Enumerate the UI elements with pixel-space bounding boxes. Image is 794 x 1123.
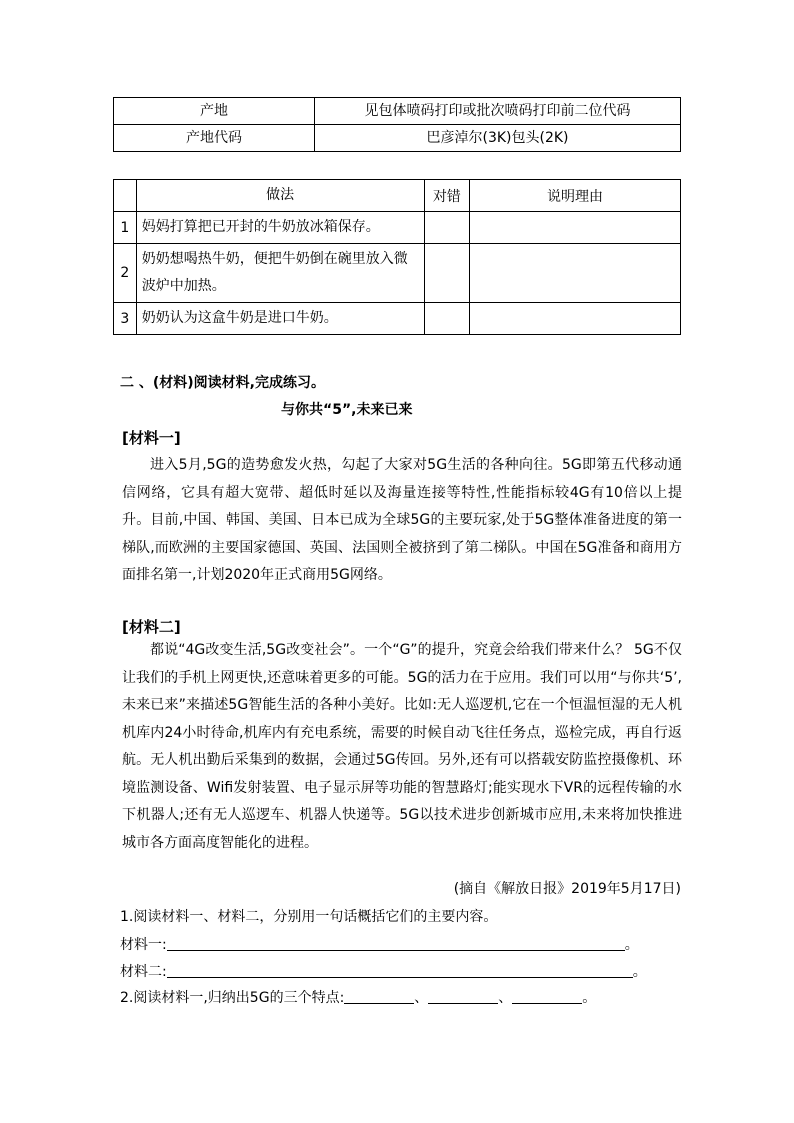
- row-num: 2: [114, 244, 137, 303]
- material-two-label: [材料二]: [122, 618, 181, 636]
- section-title: 二 、(材料)阅读材料,完成练习。: [120, 375, 325, 391]
- origin-code-label-cell: 产地代码: [114, 125, 315, 152]
- reason-cell[interactable]: [470, 244, 681, 303]
- row-num: 1: [114, 212, 137, 244]
- reason-cell[interactable]: [470, 303, 681, 335]
- header-num: [114, 180, 137, 212]
- header-right-wrong: 对错: [424, 180, 469, 212]
- reason-cell[interactable]: [470, 212, 681, 244]
- table-row: [114, 244, 681, 303]
- period-mark: 。: [582, 990, 597, 1006]
- separator: 、: [414, 990, 429, 1006]
- row-action: 妈妈打算把已开封的牛奶放冰箱保存。: [136, 212, 424, 244]
- origin-label-cell: 产地: [114, 98, 315, 125]
- question-one: 1.阅读材料一、材料二，分别用一句话概括它们的主要内容。: [120, 909, 498, 925]
- article-title: 与你共“5”,未来已来: [281, 402, 413, 418]
- material-one-text: [122, 452, 682, 590]
- source-citation: (摘自《解放日报》2019年5月17日): [453, 881, 681, 897]
- table-row: [114, 125, 681, 152]
- row-action: 奶奶想喝热牛奶，便把牛奶倒在碗里放入微波炉中加热。: [136, 244, 424, 303]
- judgement-table: [113, 179, 681, 335]
- header-action: 做法: [136, 180, 424, 212]
- table-row: [114, 303, 681, 335]
- answer-two-label: 材料二:: [120, 964, 167, 980]
- feature-blank-3[interactable]: [512, 987, 582, 1004]
- material-two-paragraph: 都说“4G改变生活,5G改变社会”。一个“G”的提升，究竟会给我们带来什么？ 5G不仅让我们的手机上网更快,还意味着更多的可能。5G的活力在于应用。我们可以用“与你共‘5’,未来已来”来描述5G智能生活的各种小美好。比如:无人巡逻机,它在一个恒温恒湿的无人机机库内24小时待命,机库内有充电系统，需要的时候自动飞往任务点，巡检完成，再自行返航。无人机出勤后采集到的数据，会通过5G传回。另外,还有可以搭载安防监控摄像机、环境监测设备、Wifi发射装置、电子显示屏等功能的智慧路灯;能实现水下VR的远程传输的水下机器人;还有无人巡逻车、机器人快递等。5G以技术进步创新城市应用,未来将加快推进城市各方面高度智能化的进程。: [122, 642, 682, 851]
- right-wrong-cell[interactable]: [424, 212, 469, 244]
- answer-one-label: 材料一:: [120, 937, 167, 953]
- header-reason: 说明理由: [470, 180, 681, 212]
- answer-two-blank[interactable]: [167, 961, 633, 978]
- period-mark: 。: [624, 937, 639, 953]
- answer-one-line: [120, 932, 639, 958]
- question-two: [120, 985, 596, 1011]
- feature-blank-2[interactable]: [428, 987, 498, 1004]
- material-one-paragraph: 进入5月,5G的造势愈发火热，勾起了大家对5G生活的各种向往。5G即第五代移动通信网络，它具有超大宽带、超低时延以及海量连接等特性,性能指标较4G有10倍以上提升。目前,中国、韩国、美国、日本已成为全球5G的主要玩家,处于5G整体准备进度的第一梯队,而欧洲的主要国家德国、英国、法国则全被挤到了第二梯队。中国在5G准备和商用方面排名第一,计划2020年正式商用5G网络。: [122, 457, 682, 583]
- table-row: [114, 98, 681, 125]
- material-one-label: [材料一]: [122, 429, 181, 447]
- material-two-text: [122, 637, 682, 857]
- answer-two-line: [120, 959, 647, 985]
- separator: 、: [498, 990, 513, 1006]
- question-two-text: 2.阅读材料一,归纳出5G的三个特点:: [120, 990, 345, 1006]
- right-wrong-cell[interactable]: [424, 303, 469, 335]
- right-wrong-cell[interactable]: [424, 244, 469, 303]
- answer-one-blank[interactable]: [167, 934, 625, 951]
- row-action: 奶奶认为这盒牛奶是进口牛奶。: [136, 303, 424, 335]
- row-num: 3: [114, 303, 137, 335]
- period-mark: 。: [632, 964, 647, 980]
- origin-value-cell: 见包体喷码打印或批次喷码打印前二位代码: [315, 98, 681, 125]
- origin-code-value-cell: 巴彦淖尔(3K)包头(2K): [315, 125, 681, 152]
- feature-blank-1[interactable]: [344, 987, 414, 1004]
- table-row: [114, 212, 681, 244]
- origin-table: [113, 97, 681, 152]
- table-header-row: [114, 180, 681, 212]
